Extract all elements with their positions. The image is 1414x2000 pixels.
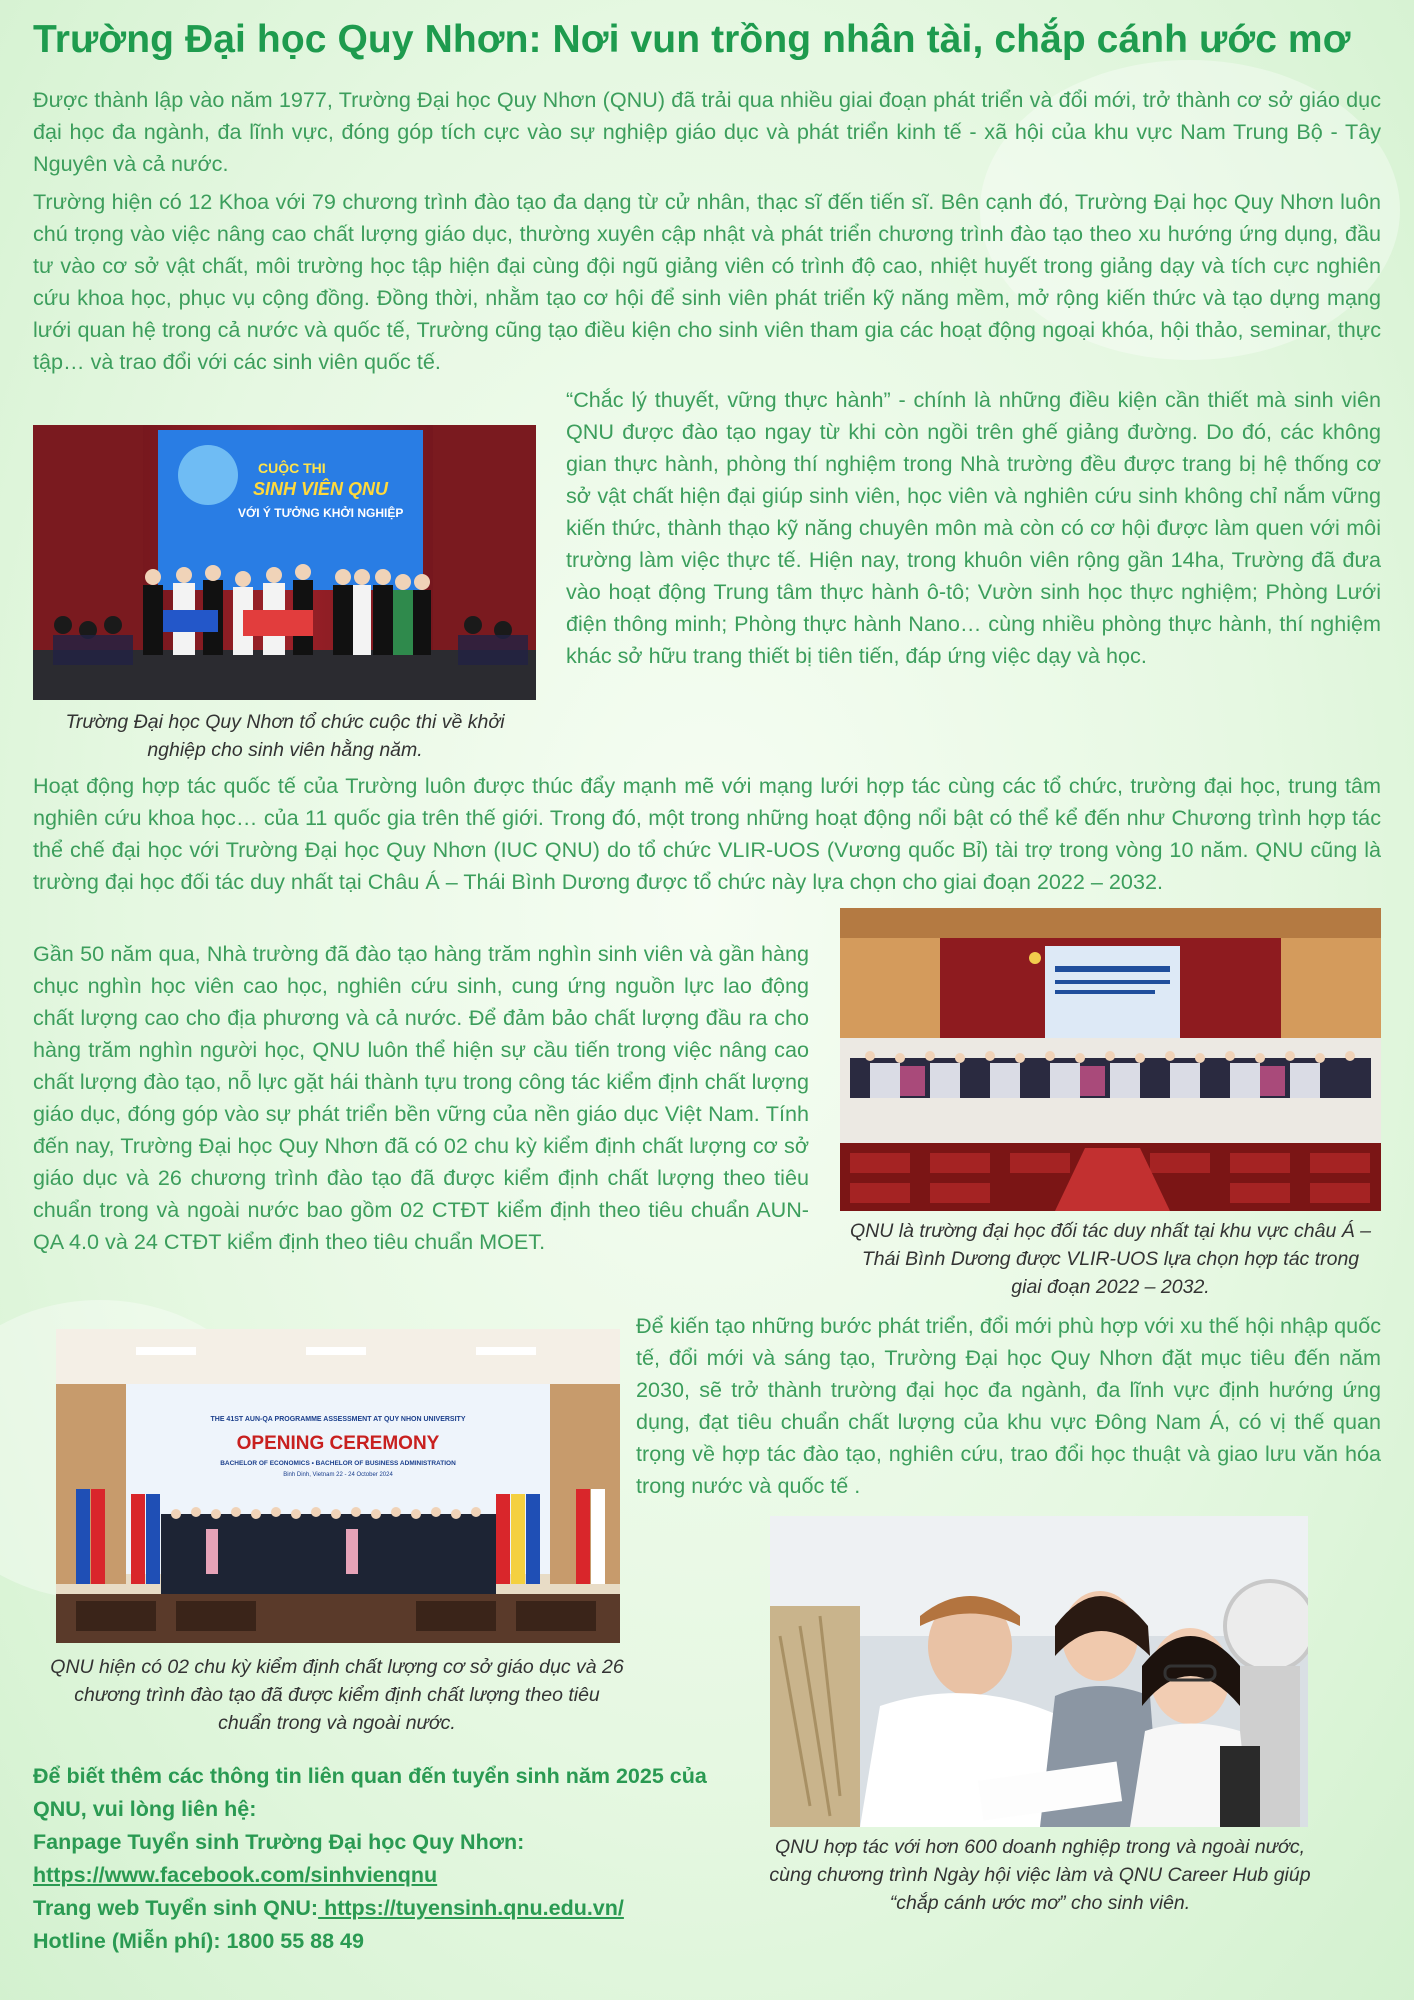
contest-photo-caption: Trường Đại học Quy Nhơn tổ chức cuộc thi về khởi nghiệp cho sinh viên hằng năm.	[65, 711, 505, 761]
website-link[interactable]: https://tuyensinh.qnu.edu.vn/	[318, 1896, 624, 1920]
hotline-text: Hotline (Miễn phí): 1800 55 88 49	[33, 1929, 364, 1953]
contest-banner-sub: VỚI Ý TƯỞNG KHỞI NGHIỆP	[238, 506, 404, 520]
contest-banner-top: CUỘC THI	[258, 460, 326, 476]
career-fair-photo	[770, 1516, 1308, 1827]
page-title: Trường Đại học Quy Nhơn: Nơi vun trồng nhân tài, chắp cánh ước mơ	[33, 18, 1351, 61]
aunqa-banner-small: THE 41ST AUN-QA PROGRAMME ASSESSMENT AT QUY NHON UNIVERSITY	[210, 1416, 466, 1423]
contact-intro: Để biết thêm các thông tin liên quan đến tuyển sinh năm 2025 của QNU, vui lòng liên hệ:	[33, 1764, 707, 1821]
vision-paragraph: Để kiến tạo những bước phát triển, đổi mới phù hợp với xu thế hội nhập quốc tế, đổi mới và sáng tạo, Trường Đại học Quy Nhơn đặt mục tiêu đến năm 2030, sẽ trở thành trường đại học đa ngành, đa lĩnh vực định hướng ứng dụng, đạt tiêu chuẩn chất lượng của khu vực Đông Nam Á, có vị thế quan trọng về hợp tác đào tạo, nghiên cứu, trao đổi học thuật và giao lưu văn hóa trong nước và quốc tế .	[636, 1313, 1381, 1498]
contact-block	[33, 1760, 753, 1958]
aunqa-ceremony-photo	[56, 1329, 620, 1643]
website-label: Trang web Tuyển sinh QNU:	[33, 1896, 319, 1920]
fanpage-label: Fanpage Tuyển sinh Trường Đại học Quy Nhơn:	[33, 1830, 525, 1854]
vlir-photo-caption: QNU là trường đại học đối tác duy nhất tại khu vực châu Á – Thái Bình Dương được VLIR-UOS lựa chọn hợp tác trong giai đoạn 2022 – 2032.	[849, 1220, 1372, 1298]
contest-photo	[33, 425, 536, 700]
contest-banner-title: SINH VIÊN QNU	[253, 479, 389, 499]
vlir-group-photo	[840, 908, 1381, 1211]
practice-paragraph: “Chắc lý thuyết, vững thực hành” - chính là những điều kiện cần thiết mà sinh viên QNU được đào tạo ngay từ khi còn ngồi trên ghế giảng đường. Do đó, các không gian thực hành, phòng thí nghiệm trong Nhà trường đều được trang bị hệ thống cơ sở vật chất hiện đại giúp sinh viên, học viên và nghiên cứu sinh không chỉ nắm vững kiến thức, thành thạo kỹ năng chuyên môn mà còn có cơ hội được làm quen với môi trường làm việc thực tế. Hiện nay, trong khuôn viên rộng gần 14ha, Trường đã đưa vào hoạt động Trung tâm thực hành ô-tô; Vườn sinh học thực nghiệm; Phòng Lưới điện thông minh; Phòng thực hành Nano… cùng nhiều phòng thực hành, thí nghiệm khác sở hữu trang thiết bị tiên tiến, đáp ứng việc dạy và học.	[566, 387, 1381, 668]
fanpage-link[interactable]: https://www.facebook.com/sinhvienqnu	[33, 1863, 438, 1887]
aunqa-banner-sub: BACHELOR OF ECONOMICS • BACHELOR OF BUSINESS ADMINISTRATION	[220, 1460, 456, 1467]
aunqa-banner-title: OPENING CEREMONY	[236, 1433, 440, 1454]
international-paragraph: Hoạt động hợp tác quốc tế của Trường luôn được thúc đẩy mạnh mẽ với mạng lưới hợp tác cùng các tổ chức, trường đại học, trung tâm nghiên cứu khoa học… của 11 quốc gia trên thế giới. Trong đó, một trong những hoạt động nổi bật có thể kể đến như Chương trình hợp tác thể chế đại học với Trường Đại học Quy Nhơn (IUC QNU) do tổ chức VLIR-UOS (Vương quốc Bỉ) tài trợ trong vòng 10 năm. QNU cũng là trường đại học đối tác duy nhất tại Châu Á – Thái Bình Dương được tổ chức này lựa chọn cho giai đoạn 2022 – 2032.	[33, 773, 1381, 894]
aunqa-banner-date: Binh Dinh, Vietnam 22 - 24 October 2024	[283, 1472, 393, 1478]
career-photo-caption: QNU hợp tác với hơn 600 doanh nghiệp trong và ngoài nước, cùng chương trình Ngày hội việc làm và QNU Career Hub giúp “chắp cánh ước mơ” cho sinh viên.	[769, 1836, 1311, 1914]
programs-paragraph: Trường hiện có 12 Khoa với 79 chương trình đào tạo đa dạng từ cử nhân, thạc sĩ đến tiến sĩ. Bên cạnh đó, Trường Đại học Quy Nhơn luôn chú trọng vào việc nâng cao chất lượng giáo dục, thường xuyên cập nhật và phát triển chương trình đào tạo theo xu hướng ứng dụng, đầu tư vào cơ sở vật chất, môi trường học tập hiện đại cùng đội ngũ giảng viên có trình độ cao, nhiệt huyết trong giảng dạy và tích cực nghiên cứu khoa học, phục vụ cộng đồng. Đồng thời, nhằm tạo cơ hội để sinh viên phát triển kỹ năng mềm, mở rộng kiến thức và tạo dựng mạng lưới quan hệ trong cả nước và quốc tế, Trường cũng tạo điều kiện cho sinh viên tham gia các hoạt động ngoại khóa, hội thảo, seminar, thực tập… và trao đổi với các sinh viên quốc tế.	[33, 189, 1381, 374]
quality-paragraph: Gần 50 năm qua, Nhà trường đã đào tạo hàng trăm nghìn sinh viên và gần hàng chục nghìn học viên cao học, nghiên cứu sinh, cung ứng nguồn lực lao động chất lượng cao cho địa phương và cả nước. Để đảm bảo chất lượng đầu ra cho hàng trăm nghìn người học, QNU luôn thể hiện sự cầu tiến trong việc nâng cao chất lượng đào tạo, nỗ lực gặt hái thành tựu trong công tác kiểm định chất lượng giáo dục, đóng góp vào sự phát triển bền vững của nền giáo dục Việt Nam. Tính đến nay, Trường Đại học Quy Nhơn đã có 02 chu kỳ kiểm định chất lượng cơ sở giáo dục và 26 chương trình đào tạo đã được kiểm định chất lượng theo tiêu chuẩn trong và ngoài nước bao gồm 02 CTĐT kiểm định theo tiêu chuẩn AUN-QA 4.0 và 24 CTĐT kiểm định theo tiêu chuẩn MOET.	[33, 941, 809, 1254]
aunqa-photo-caption: QNU hiện có 02 chu kỳ kiểm định chất lượng cơ sở giáo dục và 26 chương trình đào tạo đã được kiểm định chất lượng theo tiêu chuẩn trong và ngoài nước.	[50, 1656, 624, 1734]
intro-paragraph: Được thành lập vào năm 1977, Trường Đại học Quy Nhơn (QNU) đã trải qua nhiều giai đoạn phát triển và đổi mới, trở thành cơ sở giáo dục đại học đa ngành, đa lĩnh vực, đóng góp tích cực vào sự nghiệp giáo dục và phát triển kinh tế - xã hội của khu vực Nam Trung Bộ - Tây Nguyên và cả nước.	[33, 87, 1381, 176]
